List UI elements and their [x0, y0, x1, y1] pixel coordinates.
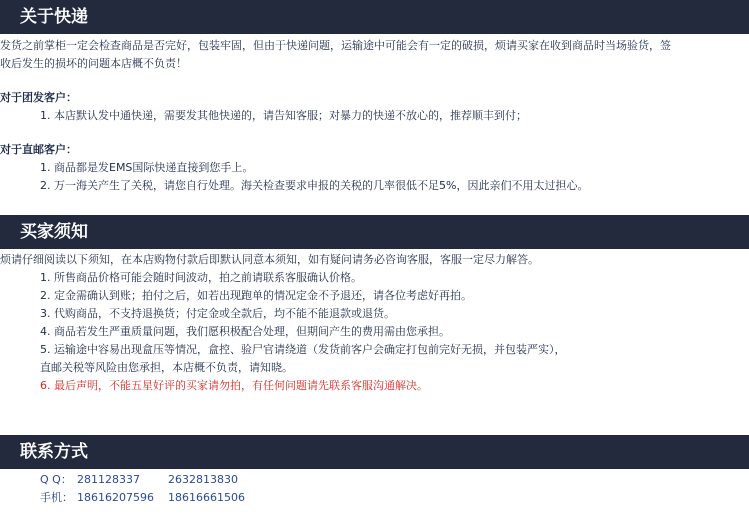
- list-item: 2. 定金需确认到账；拍付之后，如若出现跑单的情况定金不予退还，请各位考虑好再拍。: [40, 289, 472, 302]
- shipping-intro-line2: 收后发生的损坏的问题本店概不负责！: [0, 57, 187, 70]
- section-header-contact: [0, 435, 749, 469]
- shipping-intro-line1: 发货之前掌柜一定会检查商品是否完好，包装牢固，但由于快递问题，运输途中可能会有一定的破损，烦请买家在收到商品时当场验货，签: [0, 39, 671, 52]
- list-item: 1. 商品都是发EMS国际快递直接到您手上。: [40, 161, 254, 174]
- wholesale-heading: 对于团发客户：: [0, 91, 77, 104]
- direct-heading: 对于直邮客户：: [0, 143, 77, 156]
- contact-phone-1: 18616207596: [77, 491, 154, 504]
- section-title: 联系方式: [20, 442, 88, 462]
- contact-qq-label: Q Q：: [40, 473, 72, 486]
- list-item: 5. 运输途中容易出现盒压等情况，盒控、验尸官请绕道（发货前客户会确定打包前完好无损，并包装严实），: [40, 343, 566, 356]
- list-item: 1. 所售商品价格可能会随时间波动，拍之前请联系客服确认价格。: [40, 271, 362, 284]
- list-item: 2. 万一海关产生了关税，请您自行处理。海关检查要求申报的关税的几率很低不足5%，因此亲们不用太过担心。: [40, 179, 589, 192]
- list-item: 1. 本店默认发中通快递，需要发其他快递的，请告知客服；对暴力的快递不放心的，推荐顺丰到付；: [40, 109, 527, 122]
- buyer-intro: 烦请仔细阅读以下须知，在本店购物付款后即默认同意本须知，如有疑问请务必咨询客服，客服一定尽力解答。: [0, 253, 539, 266]
- contact-qq-1: 281128337: [77, 473, 140, 486]
- final-note: 6. 最后声明，不能五星好评的买家请勿拍，有任何问题请先联系客服沟通解决。: [40, 379, 428, 392]
- contact-phone-label: 手机：: [40, 491, 73, 504]
- list-item: 3. 代购商品，不支持退换货；付定金或全款后，均不能不能退款或退货。: [40, 307, 395, 320]
- section-header-buyer: [0, 215, 749, 249]
- contact-phone-2: 18616661506: [168, 491, 245, 504]
- section-title: 买家须知: [20, 222, 88, 242]
- list-item-continuation: 直邮关税等风险由您承担，本店概不负责，请知晓。: [40, 361, 293, 374]
- contact-qq-2: 2632813830: [168, 473, 238, 486]
- list-item: 4. 商品若发生严重质量问题，我们愿积极配合处理，但期间产生的费用需由您承担。: [40, 325, 450, 338]
- section-header-shipping: [0, 0, 749, 34]
- section-title: 关于快递: [20, 7, 88, 27]
